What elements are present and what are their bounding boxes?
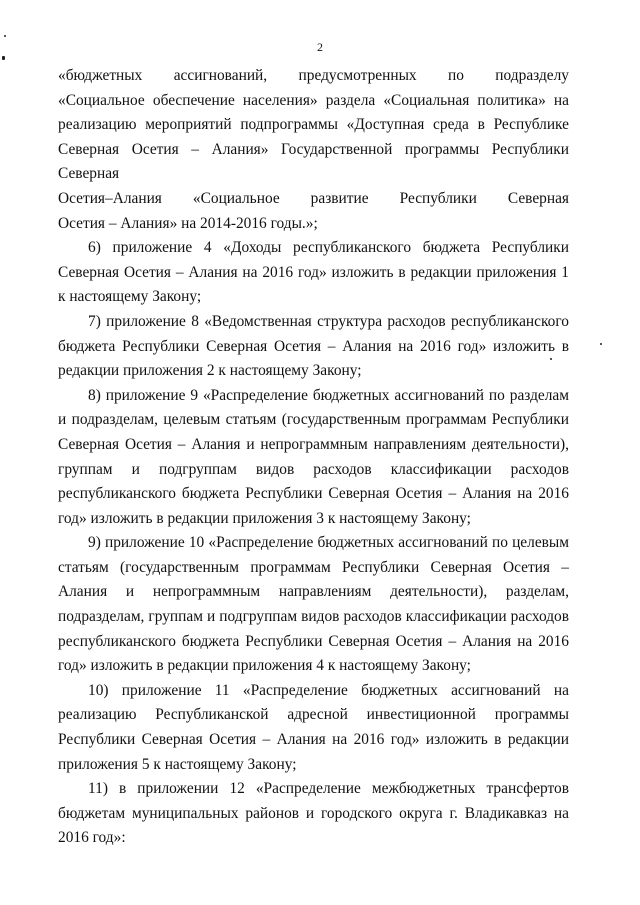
page-number: 2 bbox=[317, 40, 323, 54]
text-line: Северная Осетия – Алания» Государственной программы Республики Северная bbox=[58, 140, 569, 183]
text-line: реализацию мероприятий подпрограммы «Доступная среда в Республике bbox=[58, 116, 569, 134]
paragraph-item-8: 8) приложение 9 «Распределение бюджетных ассигнований по разделам и подразделам, целевым статьям (государственным программам Республики Северная Осетия – Алания и непрограммным направлениям деятельности), группам и подгруппам видов расходов классификации расходов республиканского бюджета Республики Северная Осетия – Алания на 2016 год» изложить в редакции приложения 3 к настоящему Закону; bbox=[58, 386, 569, 527]
paragraph-item-7: 7) приложение 8 «Ведомственная структура расходов республиканского бюджета Республики Северная Осетия – Алания на 2016 год» изложить в редакции приложения 2 к настоящему Закону; bbox=[58, 312, 569, 380]
paragraph-item-10: 10) приложение 11 «Распределение бюджетных ассигнований на реализацию Республиканской адресной инвестиционной программы Республики Северная Осетия – Алания на 2016 год» изложить в редакции приложения 5 к настоящему Закону; bbox=[58, 681, 569, 773]
paragraph-item-11: 11) в приложении 12 «Распределение межбюджетных трансфертов бюджетам муниципальных районов и городского округа г. Владикавказ на 2016 год»: bbox=[58, 780, 569, 847]
text-line: «Социальное обеспечение населения» раздела «Социальная политика» на bbox=[58, 91, 569, 109]
text-line: Осетия – Алания» на 2014-2016 годы.»; bbox=[58, 214, 318, 232]
scan-artifact-mark bbox=[2, 56, 5, 60]
text-line: «бюджетных ассигнований, предусмотренных по подразделу bbox=[58, 67, 569, 84]
text-line: Осетия–Алания «Социальное развитие Республики Северная bbox=[58, 189, 569, 207]
paragraph-item-6: 6) приложение 4 «Доходы республиканского бюджета Республики Северная Осетия – Алания на 2016 год» изложить в редакции приложения 1 к настоящему Закону; bbox=[58, 239, 569, 306]
paragraph-item-9: 9) приложение 10 «Распределение бюджетных ассигнований по целевым статьям (государственным программам Республики Северная Осетия – Алания и непрограммным направлениям деятельности), разделам, подразделам, группам и подгруппам видов расходов классификации расходов республиканского бюджета Республики Северная Осетия – Алания на 2016 год» изложить в редакции приложения 4 к настоящему Закону; bbox=[58, 534, 569, 675]
paragraph-continuation bbox=[58, 64, 569, 236]
scan-artifact-dot bbox=[4, 35, 6, 37]
document-body bbox=[58, 64, 569, 851]
scan-artifact-dot bbox=[600, 343, 602, 345]
